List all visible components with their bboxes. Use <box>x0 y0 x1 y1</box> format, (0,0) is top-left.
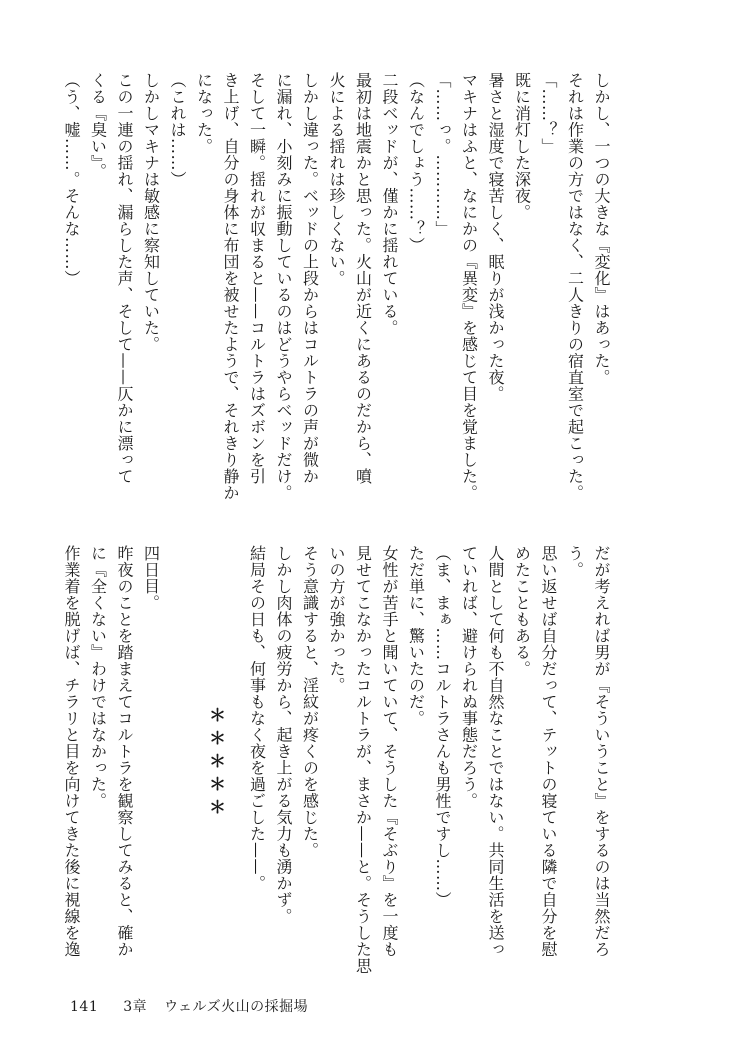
text-column: 「……っ。…………」 <box>433 72 452 237</box>
section-separator: ＊＊＊＊＊ <box>205 706 225 821</box>
text-column: う。 <box>565 545 585 578</box>
text-column: 結局その日も、何事もなく夜を過ごした——。 <box>247 545 267 892</box>
text-column: 火による揺れは珍しくない。 <box>327 72 346 287</box>
text-column: 昨夜のことを踏まえてコルトラを観察してみると、確か <box>115 545 134 958</box>
bottom-text-block <box>58 545 615 985</box>
text-column: 四日目。 <box>141 545 161 611</box>
text-column: しかし違った。ベッドの上段からはコルトラの声が微か <box>300 72 320 485</box>
text-column: それは作業の方ではなく、二人きりの宿直室で起こった。 <box>565 72 585 501</box>
text-column: （う、嘘……。そんな……） <box>62 72 81 287</box>
text-column: （ま、まぁ……コルトラさんも男性ですし……） <box>433 545 452 908</box>
text-column: 既に消灯した深夜。 <box>512 72 532 221</box>
text-column: 思い返せば自分だって、テットの寝ている隣で自分を慰 <box>539 545 558 958</box>
text-column: ただ単に、驚いたのだ。 <box>406 545 426 727</box>
text-column: そう意識すると、淫紋が疼くのを感じた。 <box>300 545 320 859</box>
text-column: 二段ベッドが、僅かに揺れている。 <box>380 72 399 336</box>
page-number: 141 <box>70 999 99 1015</box>
text-column: 人間として何も不自然なことではない。共同生活を送っ <box>486 545 505 958</box>
text-column: ていれば、避けられぬ事態だろう。 <box>459 545 479 809</box>
text-column: そして一瞬。揺れが収まると——コルトラはズボンを引 <box>247 72 267 485</box>
text-column: （なんでしょう……？） <box>406 72 426 254</box>
text-column: （これは……） <box>168 72 187 188</box>
text-column: しかし、一つの大きな『変化』はあった。 <box>592 72 611 386</box>
text-column: き上げ、自分の身体に布団を被せたようで、それきり静か <box>221 72 240 501</box>
text-column: だが考えれば男が『そういうこと』をするのは当然だろ <box>592 545 611 958</box>
text-column: に漏れ、小刻みに振動しているのはどうやらベッドだけ。 <box>274 72 293 501</box>
chapter-title: ウェルズ火山の採掘場 <box>164 999 309 1015</box>
text-column: マキナはふと、なにかの『異変』を感じて目を覚ました。 <box>459 72 479 501</box>
text-column: になった。 <box>194 72 214 155</box>
text-column: 見せてこなかったコルトラが、まさか——と。そうした思 <box>353 545 373 974</box>
text-column: 女性が苦手と聞いていて、そうした『そぶり』を一度も <box>380 545 399 958</box>
text-column: しかしマキナは敏感に察知していた。 <box>141 72 161 353</box>
text-column: 「……？」 <box>539 72 558 155</box>
page-footer <box>70 996 308 1016</box>
text-column: この一連の揺れ、漏らした声、そして——仄かに漂って <box>115 72 134 485</box>
text-column: 最初は地震かと思った。火山が近くにあるのだから、噴 <box>353 72 373 485</box>
text-column: しかし肉体の疲労から、起き上がる気力も湧かず。 <box>274 545 293 925</box>
text-column: くる『臭い』。 <box>88 72 108 180</box>
top-text-block <box>58 72 615 512</box>
text-column: いの方が強かった。 <box>327 545 346 694</box>
text-column: めたこともある。 <box>512 545 532 677</box>
text-column <box>164 545 191 985</box>
chapter-label: 3章 <box>123 999 148 1015</box>
text-column: 作業着を脱げば、チラリと目を向けてきた後に視線を逸 <box>62 545 81 958</box>
text-column: に『全くない』わけではなかった。 <box>88 545 108 809</box>
text-column: 暑さと湿度で寝苦しく、眠りが浅かった夜。 <box>486 72 505 402</box>
